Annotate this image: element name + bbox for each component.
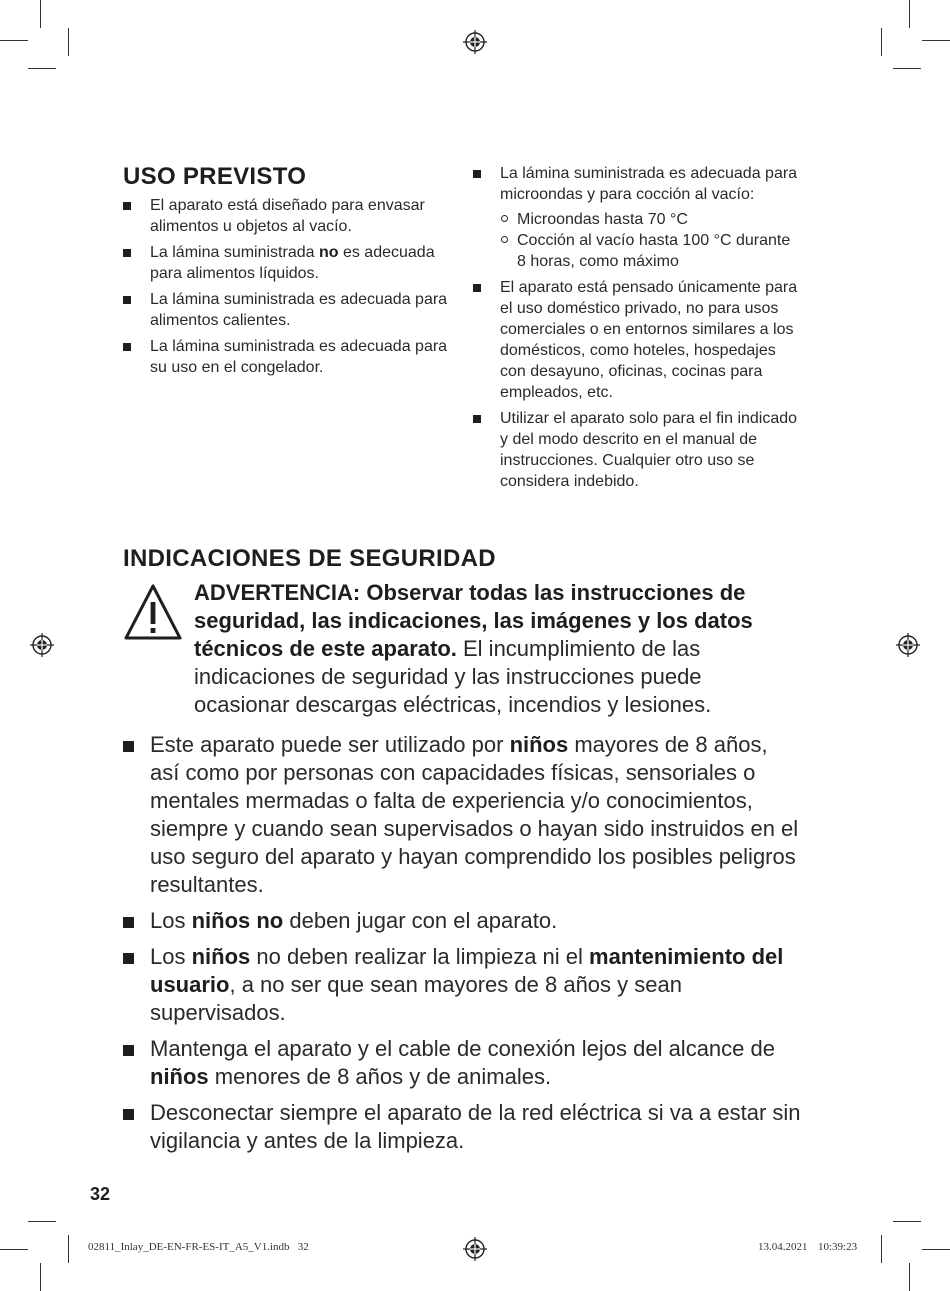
footer-time: 10:39:23	[818, 1241, 858, 1253]
warning-label: ADVERTENCIA:	[194, 580, 367, 605]
list-item: La lámina suministrada es adecuada para microondas y para cocción al vacío: Microondas hasta 70 °C Cocción al vacío hasta 100 °C durante 8 horas, como máximo	[473, 163, 798, 272]
crop-mark	[893, 1221, 921, 1222]
list-item: La lámina suministrada es adecuada para su uso en el congelador.	[123, 336, 453, 378]
square-bullet-icon	[123, 336, 131, 357]
registration-mark-icon	[463, 30, 487, 54]
crop-mark	[68, 1235, 69, 1263]
sub-list-item: Microondas hasta 70 °C	[500, 209, 798, 230]
warning-block	[123, 579, 803, 719]
crop-mark	[68, 28, 69, 56]
crop-mark	[909, 0, 910, 28]
crop-mark	[893, 68, 921, 69]
square-bullet-icon	[123, 195, 131, 216]
registration-mark-icon	[463, 1237, 487, 1261]
crop-mark	[909, 1263, 910, 1291]
list-item: Utilizar el aparato solo para el fin indicado y del modo descrito en el manual de instrucciones. Cualquier otro uso se considera indebido.	[473, 408, 798, 492]
uso-previsto-list-left	[123, 195, 453, 383]
seguridad-list	[123, 731, 803, 1163]
square-bullet-icon	[473, 277, 481, 298]
warning-triangle-icon	[123, 582, 183, 642]
list-item: Los niños no deben jugar con el aparato.	[123, 907, 803, 935]
section-heading-uso-previsto: USO PREVISTO	[123, 163, 307, 190]
crop-mark	[0, 40, 28, 41]
list-item: Los niños no deben realizar la limpieza ni el mantenimiento del usuario, a no ser que sean mayores de 8 años y sean supervisados.	[123, 943, 803, 1027]
registration-mark-icon	[30, 633, 54, 657]
square-bullet-icon	[123, 242, 131, 263]
sub-list-item: Cocción al vacío hasta 100 °C durante 8 horas, como máximo	[500, 230, 798, 272]
crop-mark	[40, 0, 41, 28]
list-item: Este aparato puede ser utilizado por niños mayores de 8 años, así como por personas con capacidades físicas, sensoriales o mentales mermadas o falta de experiencia y/o conocimientos, siempre y cuando sean supervisados o hayan sido instruidos en el uso seguro del aparato y hayan comprendido los posibles peligros resultantes.	[123, 731, 803, 899]
warning-text: ADVERTENCIA: Observar todas las instrucciones de seguridad, las indicaciones, las imágenes y los datos técnicos de este aparato. El incumplimiento de las indicaciones de seguridad y las instrucciones puede ocasionar descargas eléctricas, incendios y lesiones.	[194, 580, 753, 717]
page-number: 32	[90, 1184, 111, 1204]
square-bullet-icon	[473, 163, 481, 184]
square-bullet-icon	[123, 907, 134, 935]
list-item: Mantenga el aparato y el cable de conexión lejos del alcance de niños menores de 8 años y de animales.	[123, 1035, 803, 1091]
crop-mark	[28, 1221, 56, 1222]
crop-mark	[881, 28, 882, 56]
section-heading-seguridad: INDICACIONES DE SEGURIDAD	[123, 545, 496, 572]
square-bullet-icon	[473, 408, 481, 429]
list-item: La lámina suministrada es adecuada para alimentos calientes.	[123, 289, 453, 331]
square-bullet-icon	[123, 943, 134, 971]
crop-mark	[922, 1249, 950, 1250]
registration-mark-icon	[896, 633, 920, 657]
list-item: El aparato está pensado únicamente para el uso doméstico privado, no para usos comerciales o en entornos similares a los domésticos, como hoteles, hospedajes con desayuno, oficinas, cocinas para empleados, etc.	[473, 277, 798, 403]
uso-previsto-list-right	[473, 163, 798, 497]
square-bullet-icon	[123, 289, 131, 310]
square-bullet-icon	[123, 1035, 134, 1063]
square-bullet-icon	[123, 731, 134, 759]
crop-mark	[0, 1249, 28, 1250]
square-bullet-icon	[123, 1099, 134, 1127]
footer-file-slug: 02811_Inlay_DE-EN-FR-ES-IT_A5_V1.indb 32	[88, 1241, 309, 1253]
crop-mark	[28, 68, 56, 69]
list-item: La lámina suministrada no es adecuada para alimentos líquidos.	[123, 242, 453, 284]
footer-date: 13.04.2021	[758, 1241, 808, 1253]
crop-mark	[881, 1235, 882, 1263]
crop-mark	[922, 40, 950, 41]
circle-bullet-icon	[501, 236, 508, 243]
list-item: Desconectar siempre el aparato de la red eléctrica si va a estar sin vigilancia y antes de la limpieza.	[123, 1099, 803, 1155]
circle-bullet-icon	[501, 215, 508, 222]
sub-list	[500, 209, 798, 272]
crop-mark	[40, 1263, 41, 1291]
list-item: El aparato está diseñado para envasar alimentos u objetos al vacío.	[123, 195, 453, 237]
